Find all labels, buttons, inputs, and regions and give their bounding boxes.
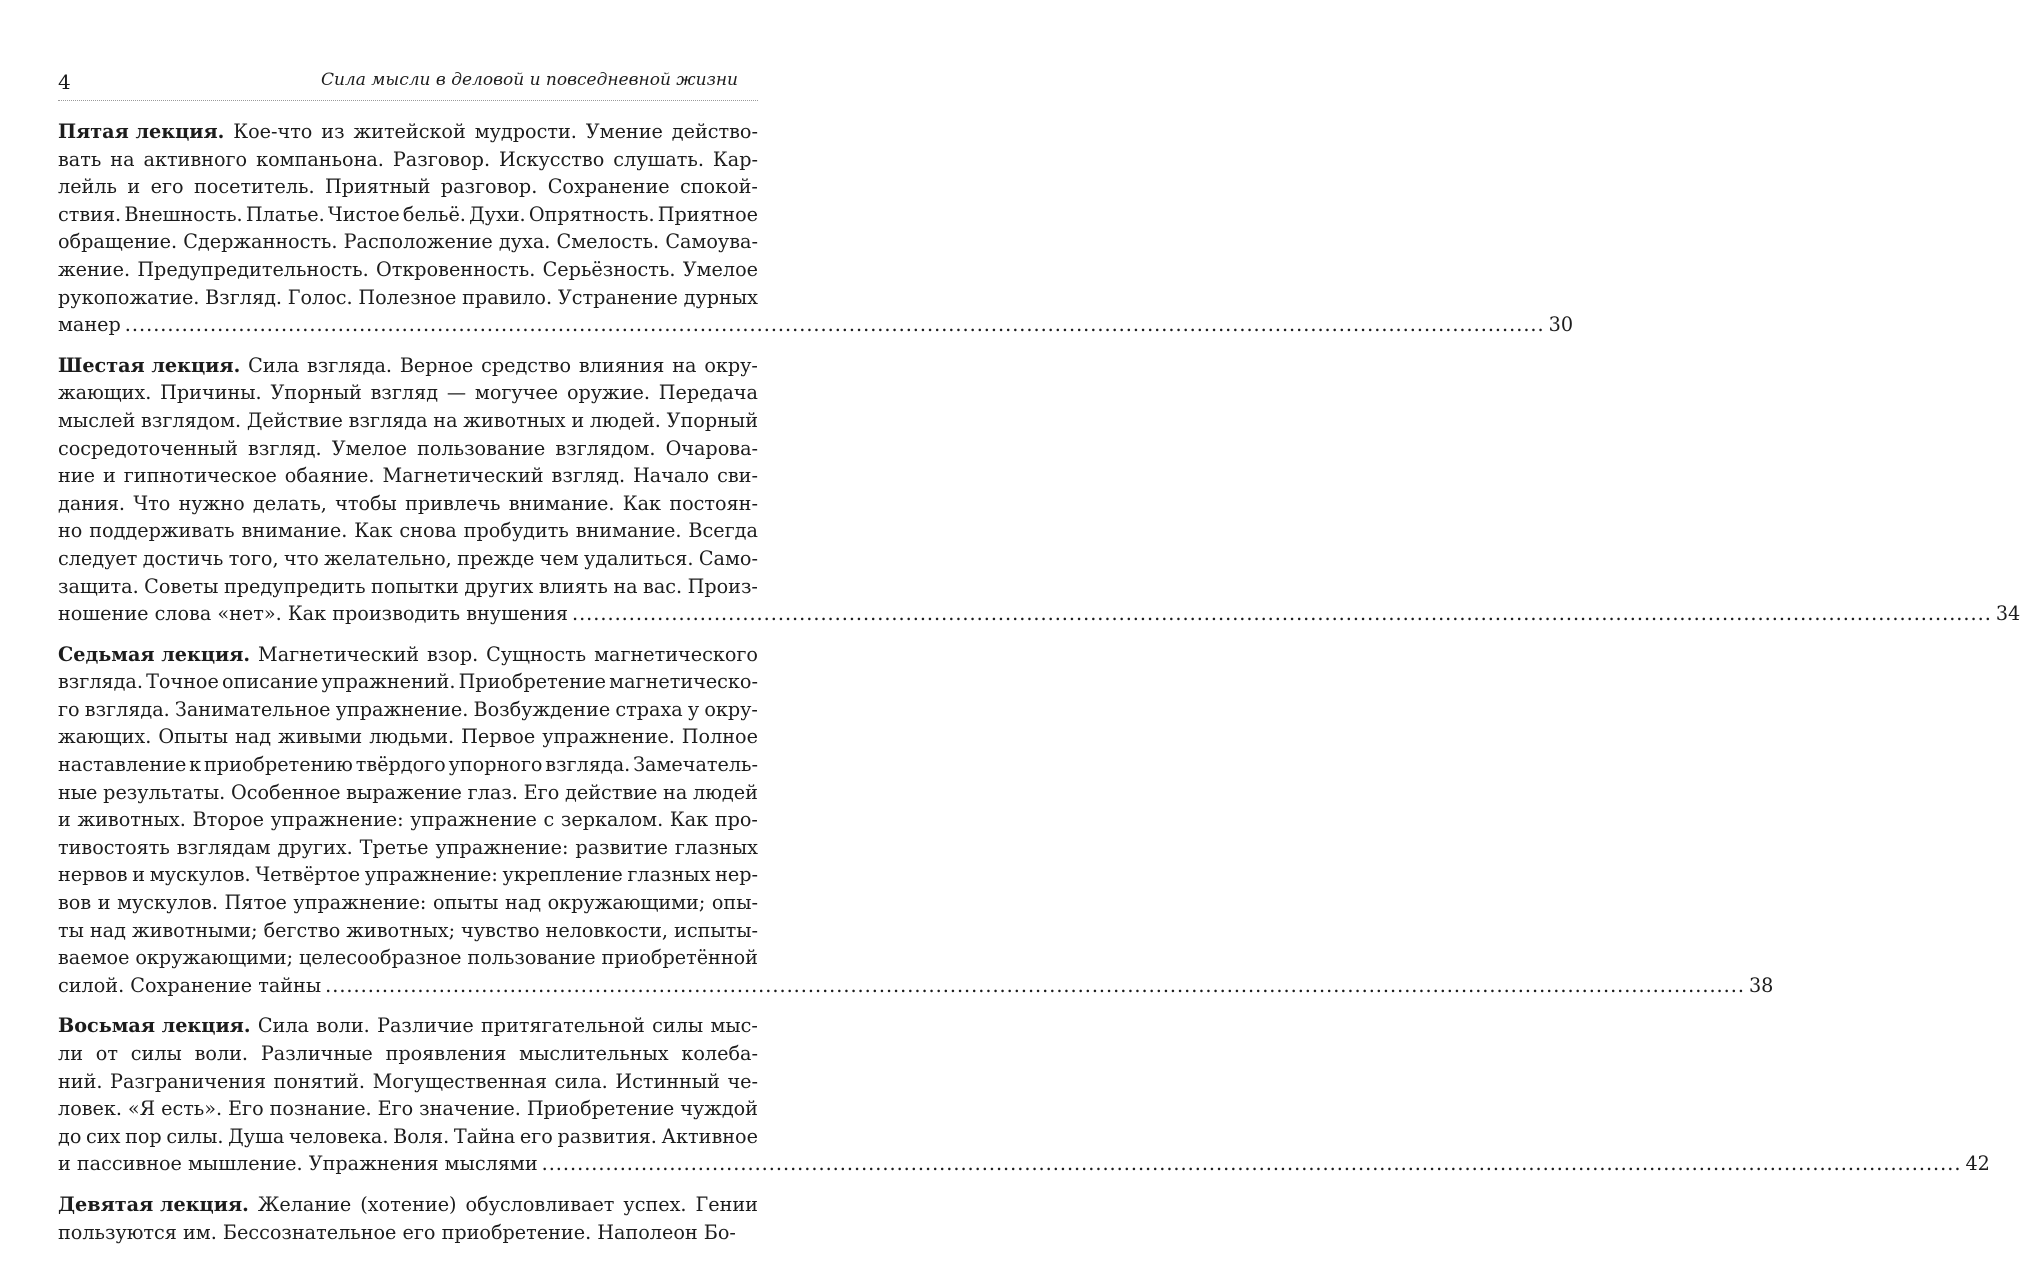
toc-page-number: 34 (1995, 602, 2020, 626)
toc-line: жающих. Опыты над живыми людьми. Первое упражнение. Полное (58, 725, 758, 749)
toc-line: лейль и его посетитель. Приятный разговор. Сохранение спокой- (58, 175, 758, 199)
toc-page-number: 38 (1748, 973, 1774, 997)
toc-line: ты над животными; бегство животных; чувство неловкости, испыты- (58, 918, 758, 942)
toc-line: взгляда. Точное описание упражнений. Приобретение магнетическо- (58, 670, 758, 694)
page-header (58, 64, 758, 101)
toc-line: и животных. Второе упражнение: упражнение с зеркалом. Как про- (58, 808, 758, 832)
toc-line: Восьмая лекция. Сила воли. Различие притягательной силы мыс- (58, 1012, 758, 1040)
toc-line: го взгляда. Занимательное упражнение. Возбуждение страха у окру- (58, 697, 758, 721)
dot-leader: ........................................................................................................................................................................................................ (541, 1152, 1962, 1176)
toc-line: Пятая лекция. Кое-что из житейской мудрости. Умение действо- (58, 118, 758, 146)
lecture-heading: Девятая лекция. (58, 1192, 249, 1216)
toc-line: нервов и мускулов. Четвёртое упражнение: укрепление глазных нер- (58, 863, 758, 887)
toc-page-number: 30 (1548, 313, 1574, 337)
table-of-contents (58, 118, 2020, 1259)
toc-line (58, 600, 2020, 628)
toc-line: сосредоточенный взгляд. Умелое пользование взглядом. Очарова- (58, 436, 758, 460)
toc-line: Девятая лекция. Желание (хотение) обусловливает успех. Гении (58, 1191, 758, 1219)
toc-line-text: пользуются им. Бессознательное его приобретение. Наполеон Бо- (58, 1220, 736, 1244)
dot-leader: ........................................................................................................................................................................................................ (124, 313, 1545, 337)
lecture-heading: Восьмая лекция. (58, 1014, 251, 1038)
toc-line-text: силой. Сохранение тайны (58, 973, 322, 997)
toc-line: дания. Что нужно делать, чтобы привлечь внимание. Как постоян- (58, 491, 758, 515)
toc-entry (58, 118, 1574, 339)
toc-line: ние и гипнотическое обаяние. Магнетический взгляд. Начало сви- (58, 464, 758, 488)
toc-line (58, 1219, 758, 1247)
toc-line: вов и мускулов. Пятое упражнение: опыты над окружающими; опы- (58, 891, 758, 915)
toc-line: но поддерживать внимание. Как снова пробудить внимание. Всегда (58, 519, 758, 543)
toc-page-number: 42 (1965, 1152, 1990, 1176)
toc-line: обращение. Сдержанность. Расположение духа. Смелость. Самоува- (58, 230, 758, 254)
toc-line: ваемое окружающими; целесообразное пользование приобретённой (58, 946, 758, 970)
toc-line: вать на активного компаньона. Разговор. Искусство слушать. Кар- (58, 147, 758, 171)
lecture-heading: Шестая лекция. (58, 353, 241, 377)
toc-line: ли от силы воли. Различные проявления мыслительных колеба- (58, 1042, 758, 1065)
toc-line (58, 1150, 1990, 1178)
toc-line (58, 972, 1774, 1000)
toc-line-text: и пассивное мышление. Упражнения мыслями (58, 1152, 538, 1176)
lecture-heading: Пятая лекция. (58, 120, 225, 143)
page-number: 4 (58, 70, 71, 94)
toc-line: мыслей взглядом. Действие взгляда на животных и людей. Упорный (58, 408, 758, 432)
toc-line: ные результаты. Особенное выражение глаз. Его действие на людей (58, 780, 758, 804)
toc-line: рукопожатие. Взгляд. Голос. Полезное правило. Устранение дурных (58, 285, 758, 309)
toc-entry (58, 352, 2020, 628)
running-title: Сила мысли в деловой и повседневной жизни (320, 70, 738, 90)
toc-line: Шестая лекция. Сила взгляда. Верное средство влияния на окру- (58, 352, 758, 380)
toc-line (58, 311, 1574, 339)
toc-line-text: ношение слова «нет». Как производить внушения (58, 602, 568, 626)
toc-line: наставление к приобретению твёрдого упорного взгляда. Замечатель- (58, 753, 758, 777)
toc-line: следует достичь того, что желательно, прежде чем удалиться. Само- (58, 546, 758, 570)
toc-line: ний. Разграничения понятий. Могущественная сила. Истинный че- (58, 1069, 758, 1093)
toc-entry (58, 1012, 1990, 1178)
toc-entry (58, 1191, 758, 1246)
toc-line: жение. Предупредительность. Откровенность. Серьёзность. Умелое (58, 257, 758, 281)
toc-entry (58, 641, 1774, 1000)
toc-line: Седьмая лекция. Магнетический взор. Сущность магнетического (58, 641, 758, 669)
dot-leader: ........................................................................................................................................................................................................ (571, 602, 1992, 626)
toc-line: жающих. Причины. Упорный взгляд — могучее оружие. Передача (58, 381, 758, 405)
toc-line: ловек. «Я есть». Его познание. Его значение. Приобретение чуждой (58, 1097, 758, 1121)
toc-line: тивостоять взглядам других. Третье упражнение: развитие глазных (58, 835, 758, 859)
lecture-heading: Седьмая лекция. (58, 642, 251, 666)
dot-leader: ........................................................................................................................................................................................................ (325, 973, 1745, 997)
toc-line: до сих пор силы. Душа человека. Воля. Тайна его развития. Активное (58, 1124, 758, 1148)
toc-line-text: манер (58, 313, 121, 337)
toc-line: защита. Советы предупредить попытки других влиять на вас. Произ- (58, 574, 758, 598)
toc-line: ствия. Внешность. Платье. Чистое бельё. Духи. Опрятность. Приятное (58, 202, 758, 226)
